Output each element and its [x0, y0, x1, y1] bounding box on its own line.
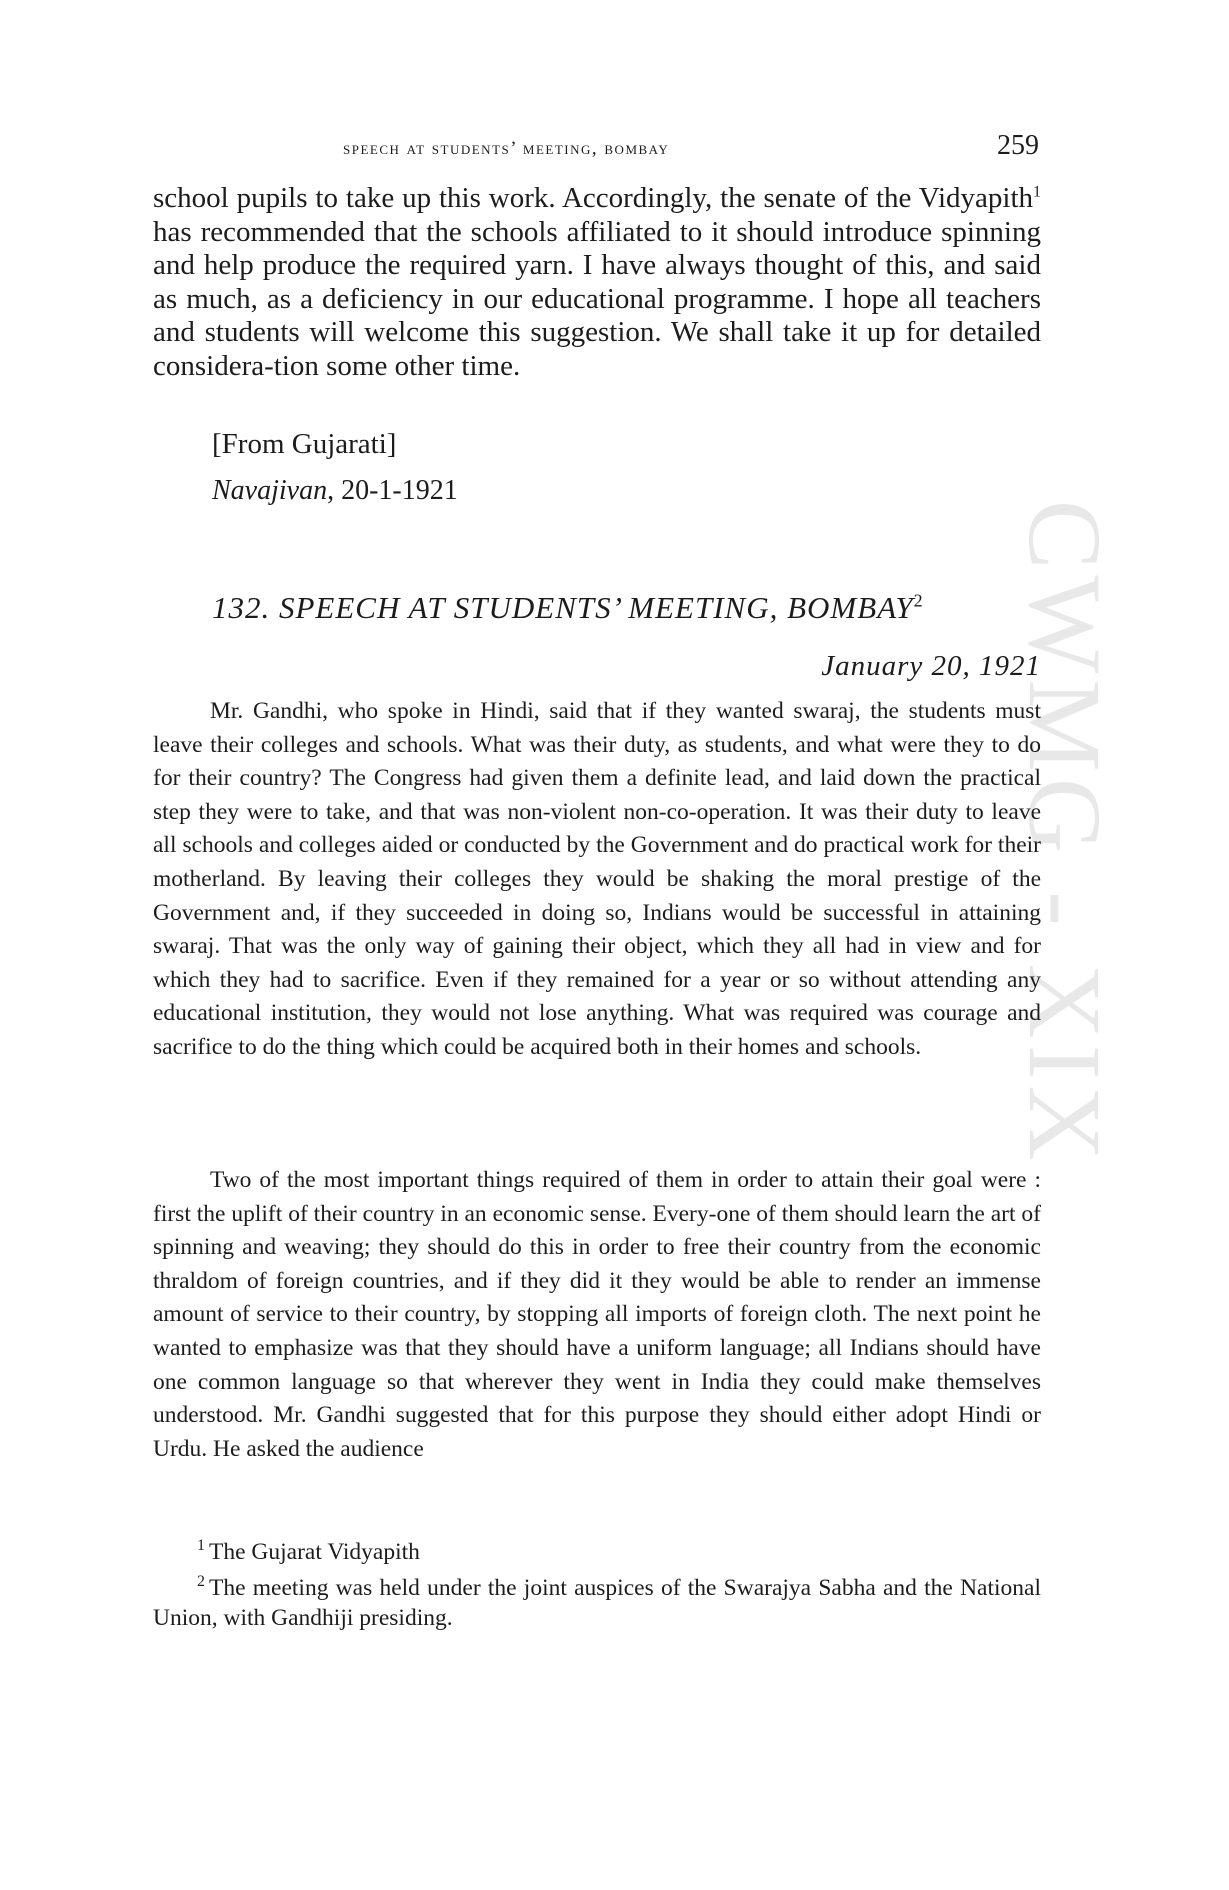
- footnote-ref-2: 2: [913, 590, 924, 611]
- running-header-title: speech at students’ meeting, bombay: [343, 138, 670, 159]
- footnote-1: [153, 1531, 1041, 1567]
- footnotes: [153, 1531, 1041, 1633]
- watermark: CWMG - XIX: [1007, 500, 1122, 1167]
- section-title-text: 132. SPEECH AT STUDENTS’ MEETING, BOMBAY: [212, 590, 914, 625]
- running-header: [153, 130, 1041, 166]
- footnote-number: 2: [197, 1572, 205, 1590]
- footnote-text: The Gujarat Vidyapith: [209, 1538, 420, 1565]
- page-number: 259: [997, 130, 1039, 161]
- footnote-number: 1: [197, 1537, 205, 1554]
- intro-text-b: has recommended that the schools affiliated to it should introduce spinning and help produce the required yarn. I have always thought of this, and said as much, as a deficiency in our educational programme. I hope all teachers and students will welcome this suggestion. We shall take it up for detailed considera-tion some other time.: [153, 215, 1041, 382]
- section-title: [212, 590, 924, 626]
- section-date: January 20, 1921: [821, 650, 1041, 682]
- footnote-ref-1: 1: [1033, 183, 1041, 201]
- intro-paragraph: [153, 182, 1041, 383]
- source-publication: Navajivan: [212, 475, 328, 506]
- footnote-text: The meeting was held under the joint auspices of the Swarajya Sabha and the National Union, with Gandhiji presiding.: [153, 1574, 1041, 1631]
- speech-paragraph-1: Mr. Gandhi, who spoke in Hindi, said that if they wanted swaraj, the students must leave their colleges and schools. What was their duty, as students, and what were they to do for their country? The Congress had given them a definite lead, and laid down the practical step they were to take, and that was non-violent non-co-operation. It was their duty to leave all schools and colleges aided or conducted by the Government and do practical work for their motherland. By leaving their colleges they would be shaking the moral prestige of the Government and, if they succeeded in doing so, Indians would be successful in attaining swaraj. That was the only way of gaining their object, which they all had in view and for which they had to sacrifice. Even if they remained for a year or so without attending any educational institution, they would not lose anything. What was required was courage and sacrifice to do the thing which could be acquired both in their homes and schools.: [153, 698, 1041, 1060]
- footnote-2: [153, 1567, 1041, 1633]
- speech-paragraph-2: Two of the most important things required of them in order to attain their goal were : first the uplift of their country in an economic sense. Every-one of them should learn the art of spinning and weaving; they should do this in order to free their country from the economic thraldom of foreign countries, and if they did it they would be able to render an immense amount of service to their country, by stopping all imports of foreign cloth. The next point he wanted to emphasize was that they should have a uniform language; all Indians should have one common language so that wherever they went in India they could make themselves understood. Mr. Gandhi suggested that for this purpose they should either adopt Hindi or Urdu. He asked the audience: [153, 1167, 1041, 1462]
- source-citation: [212, 475, 458, 507]
- intro-text-a: school pupils to take up this work. Accordingly, the senate of the Vidyapith: [153, 182, 1033, 214]
- source-language-note: [From Gujarati]: [212, 428, 397, 460]
- source-date: , 20-1-1921: [327, 475, 458, 506]
